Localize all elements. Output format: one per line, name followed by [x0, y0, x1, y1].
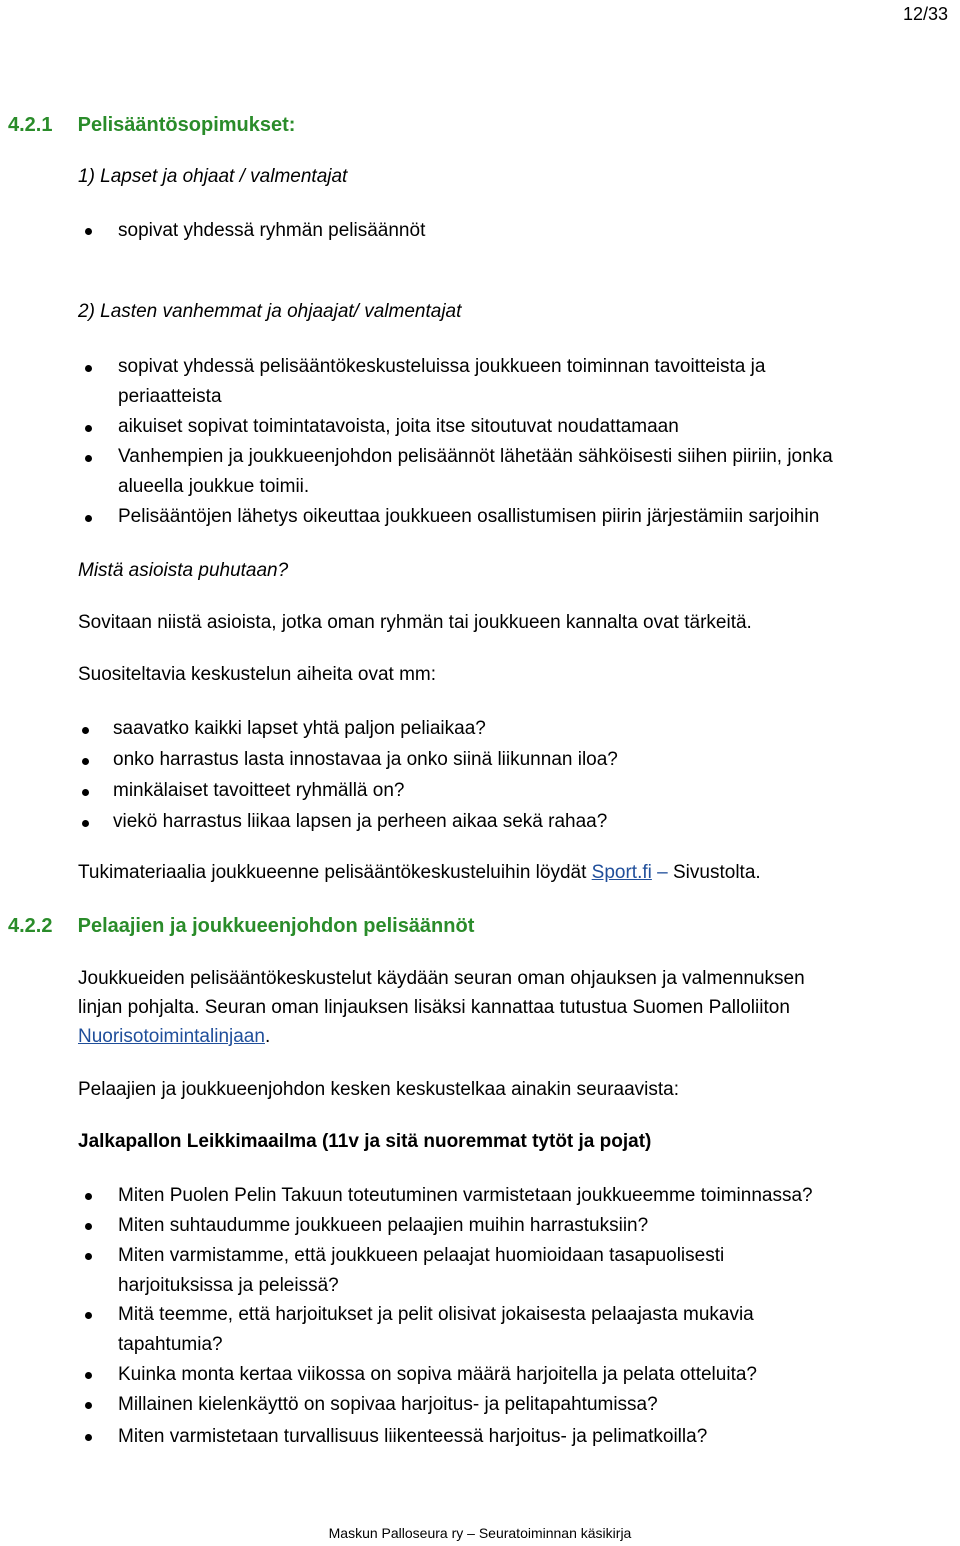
bullet-icon: [85, 1434, 92, 1441]
bullet-icon: [85, 228, 92, 235]
page-number: 12/33: [902, 4, 948, 24]
paragraph: Sovitaan niistä asioista, jotka oman ryhmän tai joukkueen kannalta ovat tärkeitä.: [78, 612, 752, 633]
bullet-icon: [82, 820, 89, 827]
list-item: Kuinka monta kertaa viikossa on sopiva määrä harjoitella ja pelata otteluita?: [118, 1364, 757, 1385]
bullet-icon: [85, 1312, 92, 1319]
section-heading-4-2-1: [8, 114, 295, 137]
section-number: 4.2.2: [8, 915, 53, 937]
period: .: [264, 1026, 271, 1047]
bullet-icon: [82, 789, 89, 796]
list-item: Mitä teemme, että harjoitukset ja pelit olisivat jokaisesta pelaajasta mukavia: [118, 1304, 754, 1325]
bullet-icon: [85, 515, 92, 522]
list-item: aikuiset sopivat toimintatavoista, joita itse sitoutuvat noudattamaan: [118, 416, 679, 437]
list-item: saavatko kaikki lapset yhtä paljon peliaikaa?: [113, 718, 486, 739]
list-item-continuation: alueella joukkue toimii.: [118, 476, 310, 497]
list-item: Millainen kielenkäyttö on sopivaa harjoitus- ja pelitapahtumissa?: [118, 1394, 658, 1415]
list-item: sopivat yhdessä ryhmän pelisäännöt: [118, 220, 426, 241]
list-item-continuation: periaatteista: [118, 386, 222, 407]
page-footer: Maskun Palloseura ry – Seuratoiminnan käsikirja: [328, 1525, 632, 1541]
material-dash: –: [657, 862, 668, 883]
list-item: Miten varmistetaan turvallisuus liikenteessä harjoitus- ja pelimatkoilla?: [118, 1426, 708, 1447]
list-item: onko harrastus lasta innostavaa ja onko siinä liikunnan iloa?: [113, 749, 618, 770]
list-item-continuation: harjoituksissa ja peleissä?: [118, 1275, 339, 1296]
bullet-icon: [82, 727, 89, 734]
subheading-leikkimaailma: Jalkapallon Leikkimaailma (11v ja sitä nuoremmat tytöt ja pojat): [78, 1131, 652, 1152]
section-title: Pelisääntösopimukset:: [77, 114, 296, 136]
sport-fi-link[interactable]: Sport.fi: [591, 862, 652, 883]
material-text: Tukimateriaalia joukkueenne pelisääntökeskusteluihin löydät: [78, 862, 592, 883]
list-item: Pelisääntöjen lähetys oikeuttaa joukkueen osallistumisen piirin järjestämiin sarjoihin: [118, 506, 820, 527]
bullet-icon: [85, 455, 92, 462]
material-paragraph: [78, 862, 761, 884]
paragraph: [78, 1026, 270, 1048]
section-title: Pelaajien ja joukkueenjohdon pelisäännöt: [77, 915, 475, 937]
list-item: Miten varmistamme, että joukkueen pelaajat huomioidaan tasapuolisesti: [118, 1245, 725, 1266]
list-item: Miten suhtaudumme joukkueen pelaajien muihin harrastuksiin?: [118, 1215, 649, 1236]
list-item: viekö harrastus liikaa lapsen ja perheen aikaa sekä rahaa?: [113, 811, 608, 832]
bullet-icon: [85, 425, 92, 432]
material-suffix: Sivustolta.: [667, 862, 761, 883]
paragraph: Joukkueiden pelisääntökeskustelut käydään seuran oman ohjauksen ja valmennuksen: [78, 968, 805, 989]
paragraph: linjan pohjalta. Seuran oman linjauksen lisäksi kannattaa tutustua Suomen Palloliiton: [78, 997, 790, 1018]
bullet-icon: [82, 758, 89, 765]
bullet-icon: [85, 1193, 92, 1200]
subheading-1: 1) Lapset ja ohjaat / valmentajat: [78, 166, 348, 187]
list-item: Vanhempien ja joukkueenjohdon pelisäännöt lähetään sähköisesti siihen piiriin, jonka: [118, 446, 833, 467]
section-number: 4.2.1: [8, 114, 53, 136]
question-heading: Mistä asioista puhutaan?: [78, 560, 289, 581]
list-item: Miten Puolen Pelin Takuun toteutuminen varmistetaan joukkueemme toiminnassa?: [118, 1185, 813, 1206]
list-item: sopivat yhdessä pelisääntökeskusteluissa joukkueen toiminnan tavoitteista ja: [118, 356, 766, 377]
bullet-icon: [85, 1253, 92, 1260]
bullet-icon: [85, 365, 92, 372]
bullet-icon: [85, 1372, 92, 1379]
subheading-2: 2) Lasten vanhemmat ja ohjaajat/ valmentajat: [78, 301, 462, 322]
bullet-icon: [85, 1402, 92, 1409]
paragraph: Pelaajien ja joukkueenjohdon kesken keskustelkaa ainakin seuraavista:: [78, 1079, 679, 1100]
bullet-icon: [85, 1223, 92, 1230]
list-item-continuation: tapahtumia?: [118, 1334, 223, 1355]
nuorisotoimintalinja-link[interactable]: Nuorisotoimintalinjaan: [78, 1026, 265, 1047]
list-item: minkälaiset tavoitteet ryhmällä on?: [113, 780, 405, 801]
paragraph: Suositeltavia keskustelun aiheita ovat mm:: [78, 664, 437, 685]
section-heading-4-2-2: [8, 915, 474, 938]
